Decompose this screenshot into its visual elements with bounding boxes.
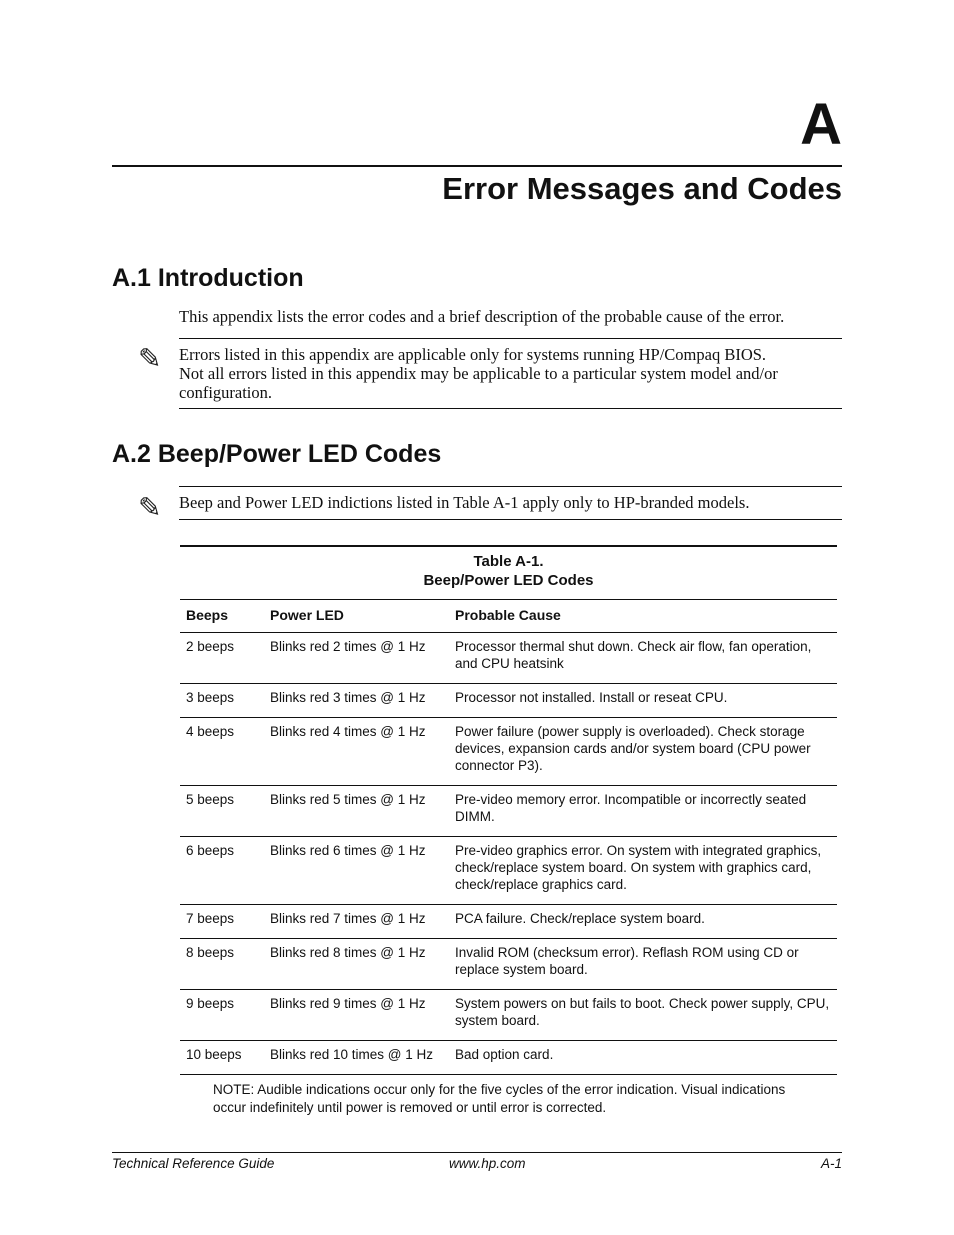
note-line: Errors listed in this appendix are applicable only for systems running HP/Compaq BIOS. bbox=[179, 345, 767, 364]
cell-cause: System powers on but fails to boot. Check power supply, CPU, system board. bbox=[449, 990, 837, 1041]
cell-power-led: Blinks red 7 times @ 1 Hz bbox=[264, 905, 449, 939]
chapter-divider bbox=[112, 165, 842, 167]
cell-beeps: 5 beeps bbox=[180, 786, 264, 837]
pencil-icon: ✎ bbox=[138, 491, 162, 524]
table-row bbox=[180, 786, 837, 837]
table-row bbox=[180, 837, 837, 905]
table-row bbox=[180, 990, 837, 1041]
table-row bbox=[180, 939, 837, 990]
section-heading-introduction: A.1 Introduction bbox=[112, 264, 304, 292]
cell-cause: Invalid ROM (checksum error). Reflash ROM using CD or replace system board. bbox=[449, 939, 837, 990]
cell-cause: PCA failure. Check/replace system board. bbox=[449, 905, 837, 939]
cell-beeps: 3 beeps bbox=[180, 684, 264, 718]
cell-power-led: Blinks red 4 times @ 1 Hz bbox=[264, 718, 449, 786]
table-row bbox=[180, 905, 837, 939]
chapter-letter: A bbox=[800, 92, 842, 157]
note-line: Beep and Power LED indictions listed in Table A-1 apply only to HP-branded models. bbox=[179, 493, 750, 512]
table-footnote: NOTE: Audible indications occur only for the five cycles of the error indication. Visual indications occur indefinitely until power is removed or until error is corrected. bbox=[213, 1082, 786, 1115]
chapter-title: Error Messages and Codes bbox=[442, 171, 842, 206]
cell-beeps: 2 beeps bbox=[180, 633, 264, 684]
cell-beeps: 8 beeps bbox=[180, 939, 264, 990]
cell-beeps: 10 beeps bbox=[180, 1041, 264, 1075]
cell-cause: Bad option card. bbox=[449, 1041, 837, 1075]
table-caption-title: Beep/Power LED Codes bbox=[423, 572, 594, 589]
header-probable-cause: Probable Cause bbox=[449, 600, 837, 633]
footer-website: www.hp.com bbox=[449, 1156, 526, 1171]
table-row bbox=[180, 684, 837, 718]
header-power-led: Power LED bbox=[264, 600, 449, 633]
cell-cause: Processor not installed. Install or reseat CPU. bbox=[449, 684, 837, 718]
cell-power-led: Blinks red 10 times @ 1 Hz bbox=[264, 1041, 449, 1075]
cell-beeps: 6 beeps bbox=[180, 837, 264, 905]
cell-beeps: 4 beeps bbox=[180, 718, 264, 786]
table-caption bbox=[180, 547, 837, 599]
cell-power-led: Blinks red 5 times @ 1 Hz bbox=[264, 786, 449, 837]
cell-power-led: Blinks red 2 times @ 1 Hz bbox=[264, 633, 449, 684]
note-line: Not all errors listed in this appendix may be applicable to a particular system model and/or bbox=[179, 364, 778, 383]
cell-power-led: Blinks red 8 times @ 1 Hz bbox=[264, 939, 449, 990]
beep-note bbox=[179, 486, 842, 520]
cell-cause: Pre-video memory error. Incompatible or incorrectly seated DIMM. bbox=[449, 786, 837, 837]
cell-cause: Power failure (power supply is overloaded). Check storage devices, expansion cards and/or system board (CPU power connector P3). bbox=[449, 718, 837, 786]
intro-paragraph: This appendix lists the error codes and a brief description of the probable cause of the error. bbox=[179, 307, 785, 326]
footer-divider bbox=[112, 1152, 842, 1153]
codes-table bbox=[180, 599, 837, 1075]
beep-codes-table bbox=[180, 545, 837, 1117]
cell-power-led: Blinks red 9 times @ 1 Hz bbox=[264, 990, 449, 1041]
table-header-row bbox=[180, 600, 837, 633]
header-beeps: Beeps bbox=[180, 600, 264, 633]
pencil-icon: ✎ bbox=[138, 342, 162, 375]
cell-cause: Pre-video graphics error. On system with integrated graphics, check/replace system board. On system with graphics card, check/replace graphics card. bbox=[449, 837, 837, 905]
intro-note bbox=[179, 338, 842, 409]
table-row bbox=[180, 718, 837, 786]
cell-cause: Processor thermal shut down. Check air flow, fan operation, and CPU heatsink bbox=[449, 633, 837, 684]
footer-document-title: Technical Reference Guide bbox=[112, 1156, 275, 1171]
section-heading-beep-codes: A.2 Beep/Power LED Codes bbox=[112, 440, 442, 468]
note-line: configuration. bbox=[179, 383, 273, 402]
table-row bbox=[180, 1041, 837, 1075]
table-caption-number: Table A-1. bbox=[473, 553, 544, 570]
table-row bbox=[180, 633, 837, 684]
footer-page-number: A-1 bbox=[820, 1156, 842, 1171]
cell-beeps: 9 beeps bbox=[180, 990, 264, 1041]
cell-beeps: 7 beeps bbox=[180, 905, 264, 939]
cell-power-led: Blinks red 6 times @ 1 Hz bbox=[264, 837, 449, 905]
cell-power-led: Blinks red 3 times @ 1 Hz bbox=[264, 684, 449, 718]
